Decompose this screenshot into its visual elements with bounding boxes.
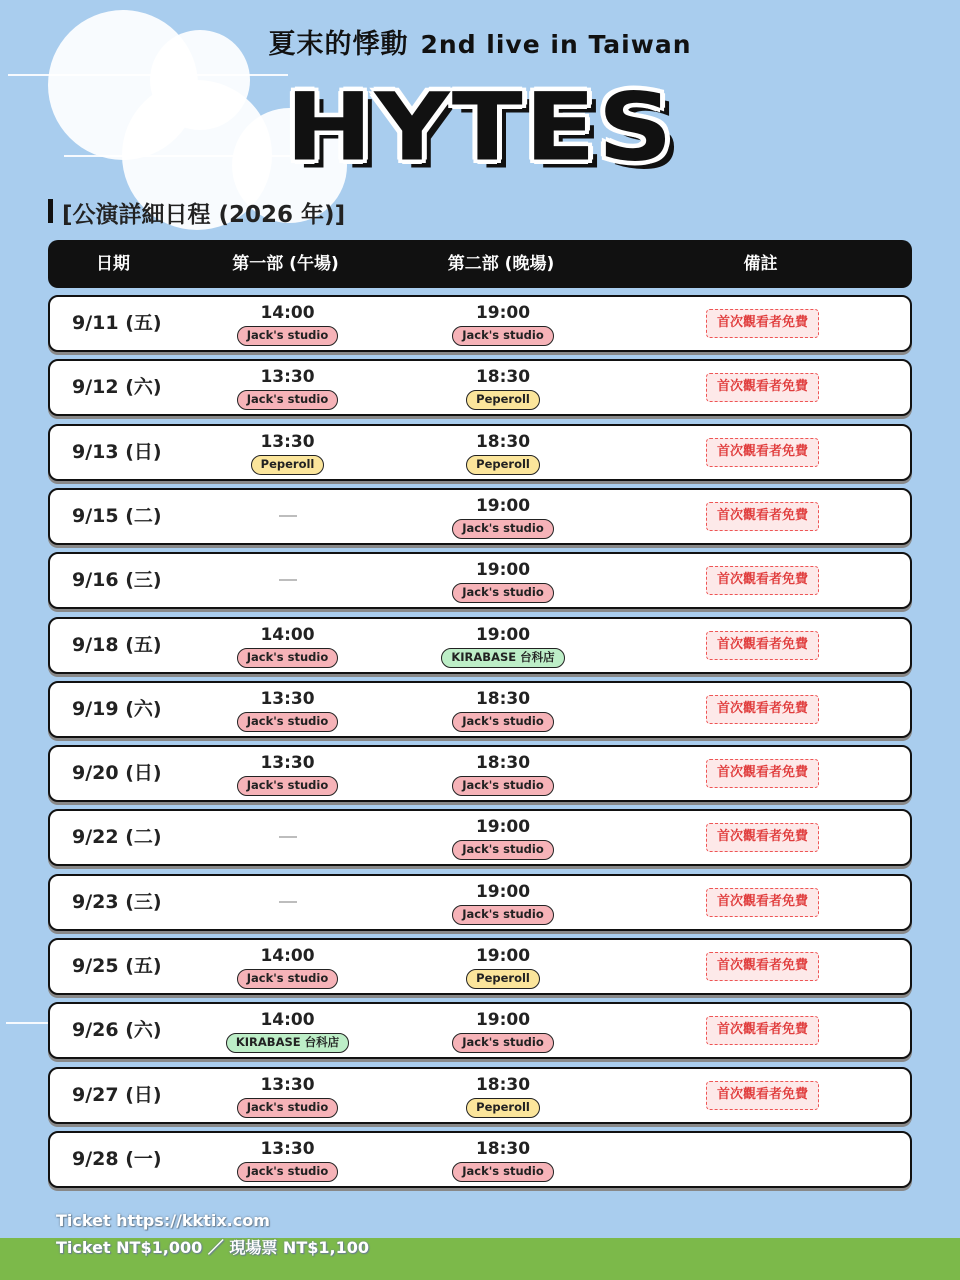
session-time: 18:30 (475, 1075, 531, 1095)
session-time: 14:00 (260, 625, 315, 645)
venue-badge: Jack's studio (452, 905, 553, 925)
row-date: 9/26 (六) (72, 1019, 162, 1041)
session-2-cell (395, 940, 611, 993)
free-first-time-badge: 首次觀看者免費 (706, 823, 819, 852)
session-time: 19:00 (475, 817, 531, 837)
no-session-dash (279, 836, 297, 838)
session-1-cell (180, 361, 395, 414)
table-row (48, 938, 912, 995)
row-date: 9/28 (一) (72, 1148, 162, 1170)
session-1-cell (180, 297, 395, 350)
row-date: 9/15 (二) (72, 505, 162, 527)
venue-badge: Jack's studio (237, 648, 338, 668)
note-cell (611, 426, 914, 479)
free-first-time-badge: 首次觀看者免費 (706, 631, 819, 660)
venue-badge: Jack's studio (237, 712, 338, 732)
session-2-cell (395, 297, 611, 350)
venue-badge: Jack's studio (452, 519, 553, 539)
row-date: 9/20 (日) (72, 762, 162, 784)
event-title-zh: 夏末的悸動 (268, 29, 409, 60)
header-date: 日期 (96, 254, 130, 274)
note-cell (611, 811, 914, 864)
row-date: 9/12 (六) (72, 376, 162, 398)
session-time: 19:00 (475, 560, 531, 580)
table-row (48, 1002, 912, 1059)
venue-badge: Jack's studio (452, 1162, 553, 1182)
venue-badge: Jack's studio (237, 1162, 338, 1182)
session-1-cell (180, 426, 395, 479)
table-row (48, 617, 912, 674)
table-row (48, 488, 912, 545)
note-cell (611, 490, 914, 543)
session-time: 19:00 (475, 303, 531, 323)
free-first-time-badge: 首次觀看者免費 (706, 888, 819, 917)
session-1-cell (180, 490, 395, 543)
session-time: 13:30 (260, 432, 315, 452)
row-date: 9/23 (三) (72, 891, 162, 913)
session-1-cell (180, 619, 395, 672)
venue-badge: Jack's studio (452, 583, 553, 603)
venue-badge: Jack's studio (452, 776, 553, 796)
session-1-cell (180, 747, 395, 800)
free-first-time-badge: 首次觀看者免費 (706, 566, 819, 595)
note-cell (611, 1133, 914, 1186)
row-date: 9/25 (五) (72, 955, 162, 977)
session-time: 14:00 (260, 946, 315, 966)
session-2-cell (395, 361, 611, 414)
session-1-cell (180, 683, 395, 736)
session-1-cell (180, 1133, 395, 1186)
table-row (48, 424, 912, 481)
session-time: 18:30 (475, 1139, 531, 1159)
note-cell (611, 1004, 914, 1057)
venue-badge: Peperoll (466, 390, 540, 410)
session-2-cell (395, 1069, 611, 1122)
session-time: 18:30 (475, 432, 531, 452)
header-note: 備註 (743, 254, 778, 274)
no-session-dash (279, 579, 297, 581)
note-cell (611, 297, 914, 350)
row-date: 9/22 (二) (72, 826, 162, 848)
row-date: 9/27 (日) (72, 1084, 162, 1106)
session-time: 14:00 (260, 303, 315, 323)
venue-badge: Jack's studio (452, 840, 553, 860)
session-time: 14:00 (260, 1010, 315, 1030)
session-1-cell (180, 940, 395, 993)
venue-badge: KIRABASE 台科店 (441, 648, 564, 668)
venue-badge: Peperoll (466, 1098, 540, 1118)
session-time: 13:30 (260, 1139, 315, 1159)
session-2-cell (395, 811, 611, 864)
session-time: 13:30 (260, 367, 315, 387)
session-2-cell (395, 1004, 611, 1057)
event-title-en: 2nd live in Taiwan (420, 30, 692, 59)
venue-badge: Jack's studio (452, 712, 553, 732)
row-date: 9/11 (五) (72, 312, 162, 334)
session-time: 13:30 (260, 689, 315, 709)
note-cell (611, 361, 914, 414)
free-first-time-badge: 首次觀看者免費 (706, 438, 819, 467)
free-first-time-badge: 首次觀看者免費 (706, 952, 819, 981)
session-2-cell (395, 490, 611, 543)
free-first-time-badge: 首次觀看者免費 (706, 759, 819, 788)
session-2-cell (395, 426, 611, 479)
session-time: 13:30 (260, 1075, 315, 1095)
session-time: 19:00 (475, 946, 531, 966)
table-row (48, 809, 912, 866)
venue-badge: Jack's studio (237, 969, 338, 989)
table-row (48, 874, 912, 931)
free-first-time-badge: 首次觀看者免費 (706, 309, 819, 338)
table-row (48, 295, 912, 352)
session-2-cell (395, 1133, 611, 1186)
ticket-price: Ticket NT$1,000 ／ 現場票 NT$1,100 (56, 1238, 369, 1257)
note-cell (611, 876, 914, 929)
session-time: 18:30 (475, 753, 531, 773)
header-session-1: 第一部 (午場) (232, 254, 339, 274)
event-title (0, 22, 960, 61)
session-2-cell (395, 554, 611, 607)
session-time: 19:00 (475, 625, 531, 645)
section-title: [公演詳細日程 (2026 年)] (48, 196, 345, 229)
venue-badge: Jack's studio (237, 326, 338, 346)
free-first-time-badge: 首次觀看者免費 (706, 373, 819, 402)
free-first-time-badge: 首次觀看者免費 (706, 695, 819, 724)
session-2-cell (395, 876, 611, 929)
horizon-line (6, 1022, 48, 1024)
note-cell (611, 940, 914, 993)
venue-badge: KIRABASE 台科店 (226, 1033, 349, 1053)
session-time: 19:00 (475, 1010, 531, 1030)
row-date: 9/18 (五) (72, 634, 162, 656)
venue-badge: Jack's studio (452, 326, 553, 346)
venue-badge: Jack's studio (237, 776, 338, 796)
session-time: 19:00 (475, 496, 531, 516)
row-date: 9/19 (六) (72, 698, 162, 720)
venue-badge: Jack's studio (452, 1033, 553, 1053)
table-row (48, 1131, 912, 1188)
session-1-cell (180, 876, 395, 929)
note-cell (611, 554, 914, 607)
venue-badge: Jack's studio (237, 1098, 338, 1118)
session-2-cell (395, 619, 611, 672)
session-1-cell (180, 1004, 395, 1057)
table-row (48, 1067, 912, 1124)
venue-badge: Peperoll (466, 455, 540, 475)
venue-badge: Jack's studio (237, 390, 338, 410)
no-session-dash (279, 515, 297, 517)
session-1-cell (180, 554, 395, 607)
venue-badge: Peperoll (251, 455, 325, 475)
note-cell (611, 683, 914, 736)
session-time: 13:30 (260, 753, 315, 773)
row-date: 9/16 (三) (72, 569, 162, 591)
session-time: 18:30 (475, 689, 531, 709)
header-session-2: 第二部 (晚場) (447, 254, 555, 274)
table-header (48, 240, 912, 288)
session-2-cell (395, 747, 611, 800)
table-row (48, 745, 912, 802)
free-first-time-badge: 首次觀看者免費 (706, 502, 819, 531)
note-cell (611, 747, 914, 800)
ticket-url: Ticket https://kktix.com (56, 1211, 270, 1230)
table-row (48, 681, 912, 738)
note-cell (611, 1069, 914, 1122)
row-date: 9/13 (日) (72, 441, 162, 463)
session-time: 18:30 (475, 367, 531, 387)
no-session-dash (279, 901, 297, 903)
table-row (48, 552, 912, 609)
free-first-time-badge: 首次觀看者免費 (706, 1081, 819, 1110)
venue-badge: Peperoll (466, 969, 540, 989)
note-cell (611, 619, 914, 672)
session-1-cell (180, 811, 395, 864)
session-time: 19:00 (475, 882, 531, 902)
session-1-cell (180, 1069, 395, 1122)
session-2-cell (395, 683, 611, 736)
band-logo: HYTES (285, 72, 675, 182)
free-first-time-badge: 首次觀看者免費 (706, 1016, 819, 1045)
table-row (48, 359, 912, 416)
